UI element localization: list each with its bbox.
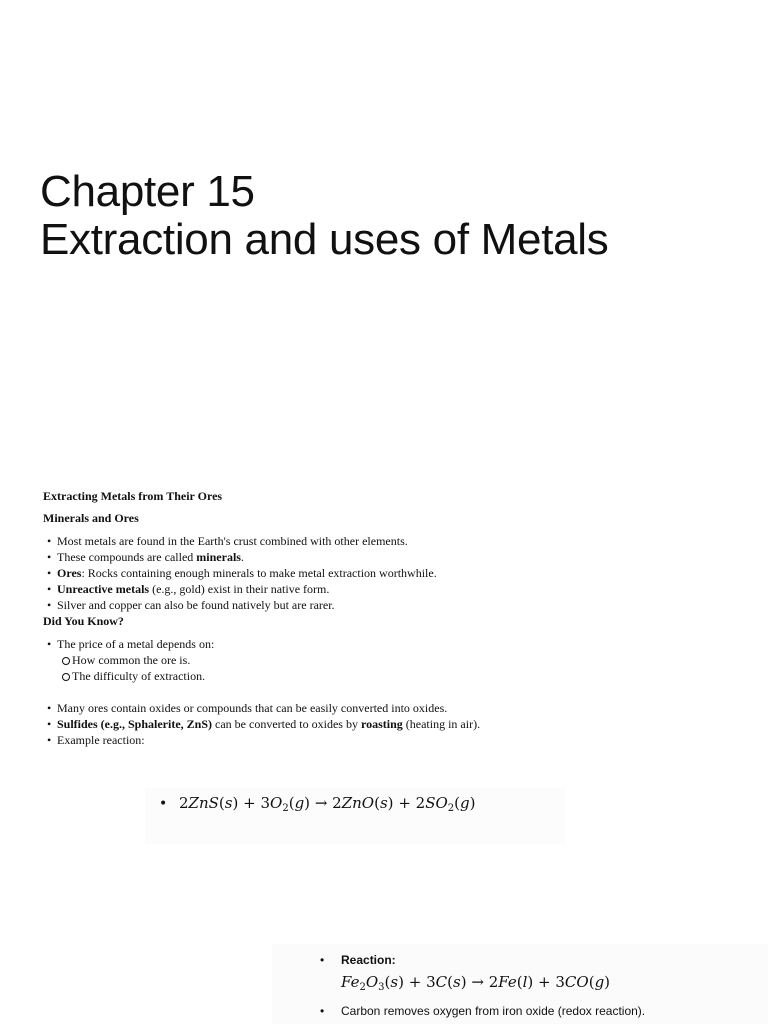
- list-item: • Many ores contain oxides or compounds that can be easily converted into oxides.: [43, 700, 723, 716]
- roasting-equation-block: [145, 788, 565, 844]
- iron-reaction-block: [272, 944, 768, 1024]
- iron-equation: $Fe_2O_3(s) + 3C(s) \to 2Fe(l) + 3CO(g)$: [341, 973, 611, 993]
- notes-section: [43, 488, 723, 748]
- minerals-list: [43, 533, 723, 613]
- roasting-equation: $2ZnS(s) + 3O_2(g) \to 2ZnO(s) + 2SO_2(g)$: [179, 794, 476, 814]
- reaction-note: Carbon removes oxygen from iron oxide (redox reaction).: [341, 1004, 646, 1018]
- chapter-heading: [40, 168, 608, 264]
- list-item: • Sulfides (e.g., Sphalerite, ZnS) can be converted to oxides by roasting (heating in air).: [43, 716, 723, 732]
- list-item: [43, 533, 723, 549]
- list-item: • These compounds are called minerals.: [43, 549, 723, 565]
- list-item: • Silver and copper can also be found natively but are rarer.: [43, 597, 723, 613]
- bullet-icon: •: [320, 953, 325, 967]
- list-item: • The price of a metal depends on:: [43, 636, 723, 652]
- minerals-heading: Minerals and Ores: [43, 511, 139, 525]
- list-item: • Ores: Rocks containing enough minerals to make metal extraction worthwhile.: [43, 565, 723, 581]
- chapter-number: Chapter 15: [40, 167, 255, 216]
- reaction-label: Reaction:: [341, 953, 396, 967]
- bullet-icon: •: [320, 1004, 325, 1018]
- list-item: • Unreactive metals (e.g., gold) exist in their native form.: [43, 581, 723, 597]
- bullet-icon: •: [159, 796, 168, 812]
- section-title: Extracting Metals from Their Ores: [43, 489, 223, 503]
- item-text: Most metals are found in the Earth's crust combined with other elements.: [57, 534, 408, 548]
- did-you-know-heading: Did You Know?: [43, 614, 124, 628]
- price-list: [43, 636, 723, 684]
- sub-list-item: How common the ore is.: [43, 652, 723, 668]
- chapter-title: Extraction and uses of Metals: [40, 215, 609, 264]
- list-item: • Example reaction:: [43, 732, 723, 748]
- oxide-list: [43, 700, 723, 748]
- sub-list-item: The difficulty of extraction.: [43, 668, 723, 684]
